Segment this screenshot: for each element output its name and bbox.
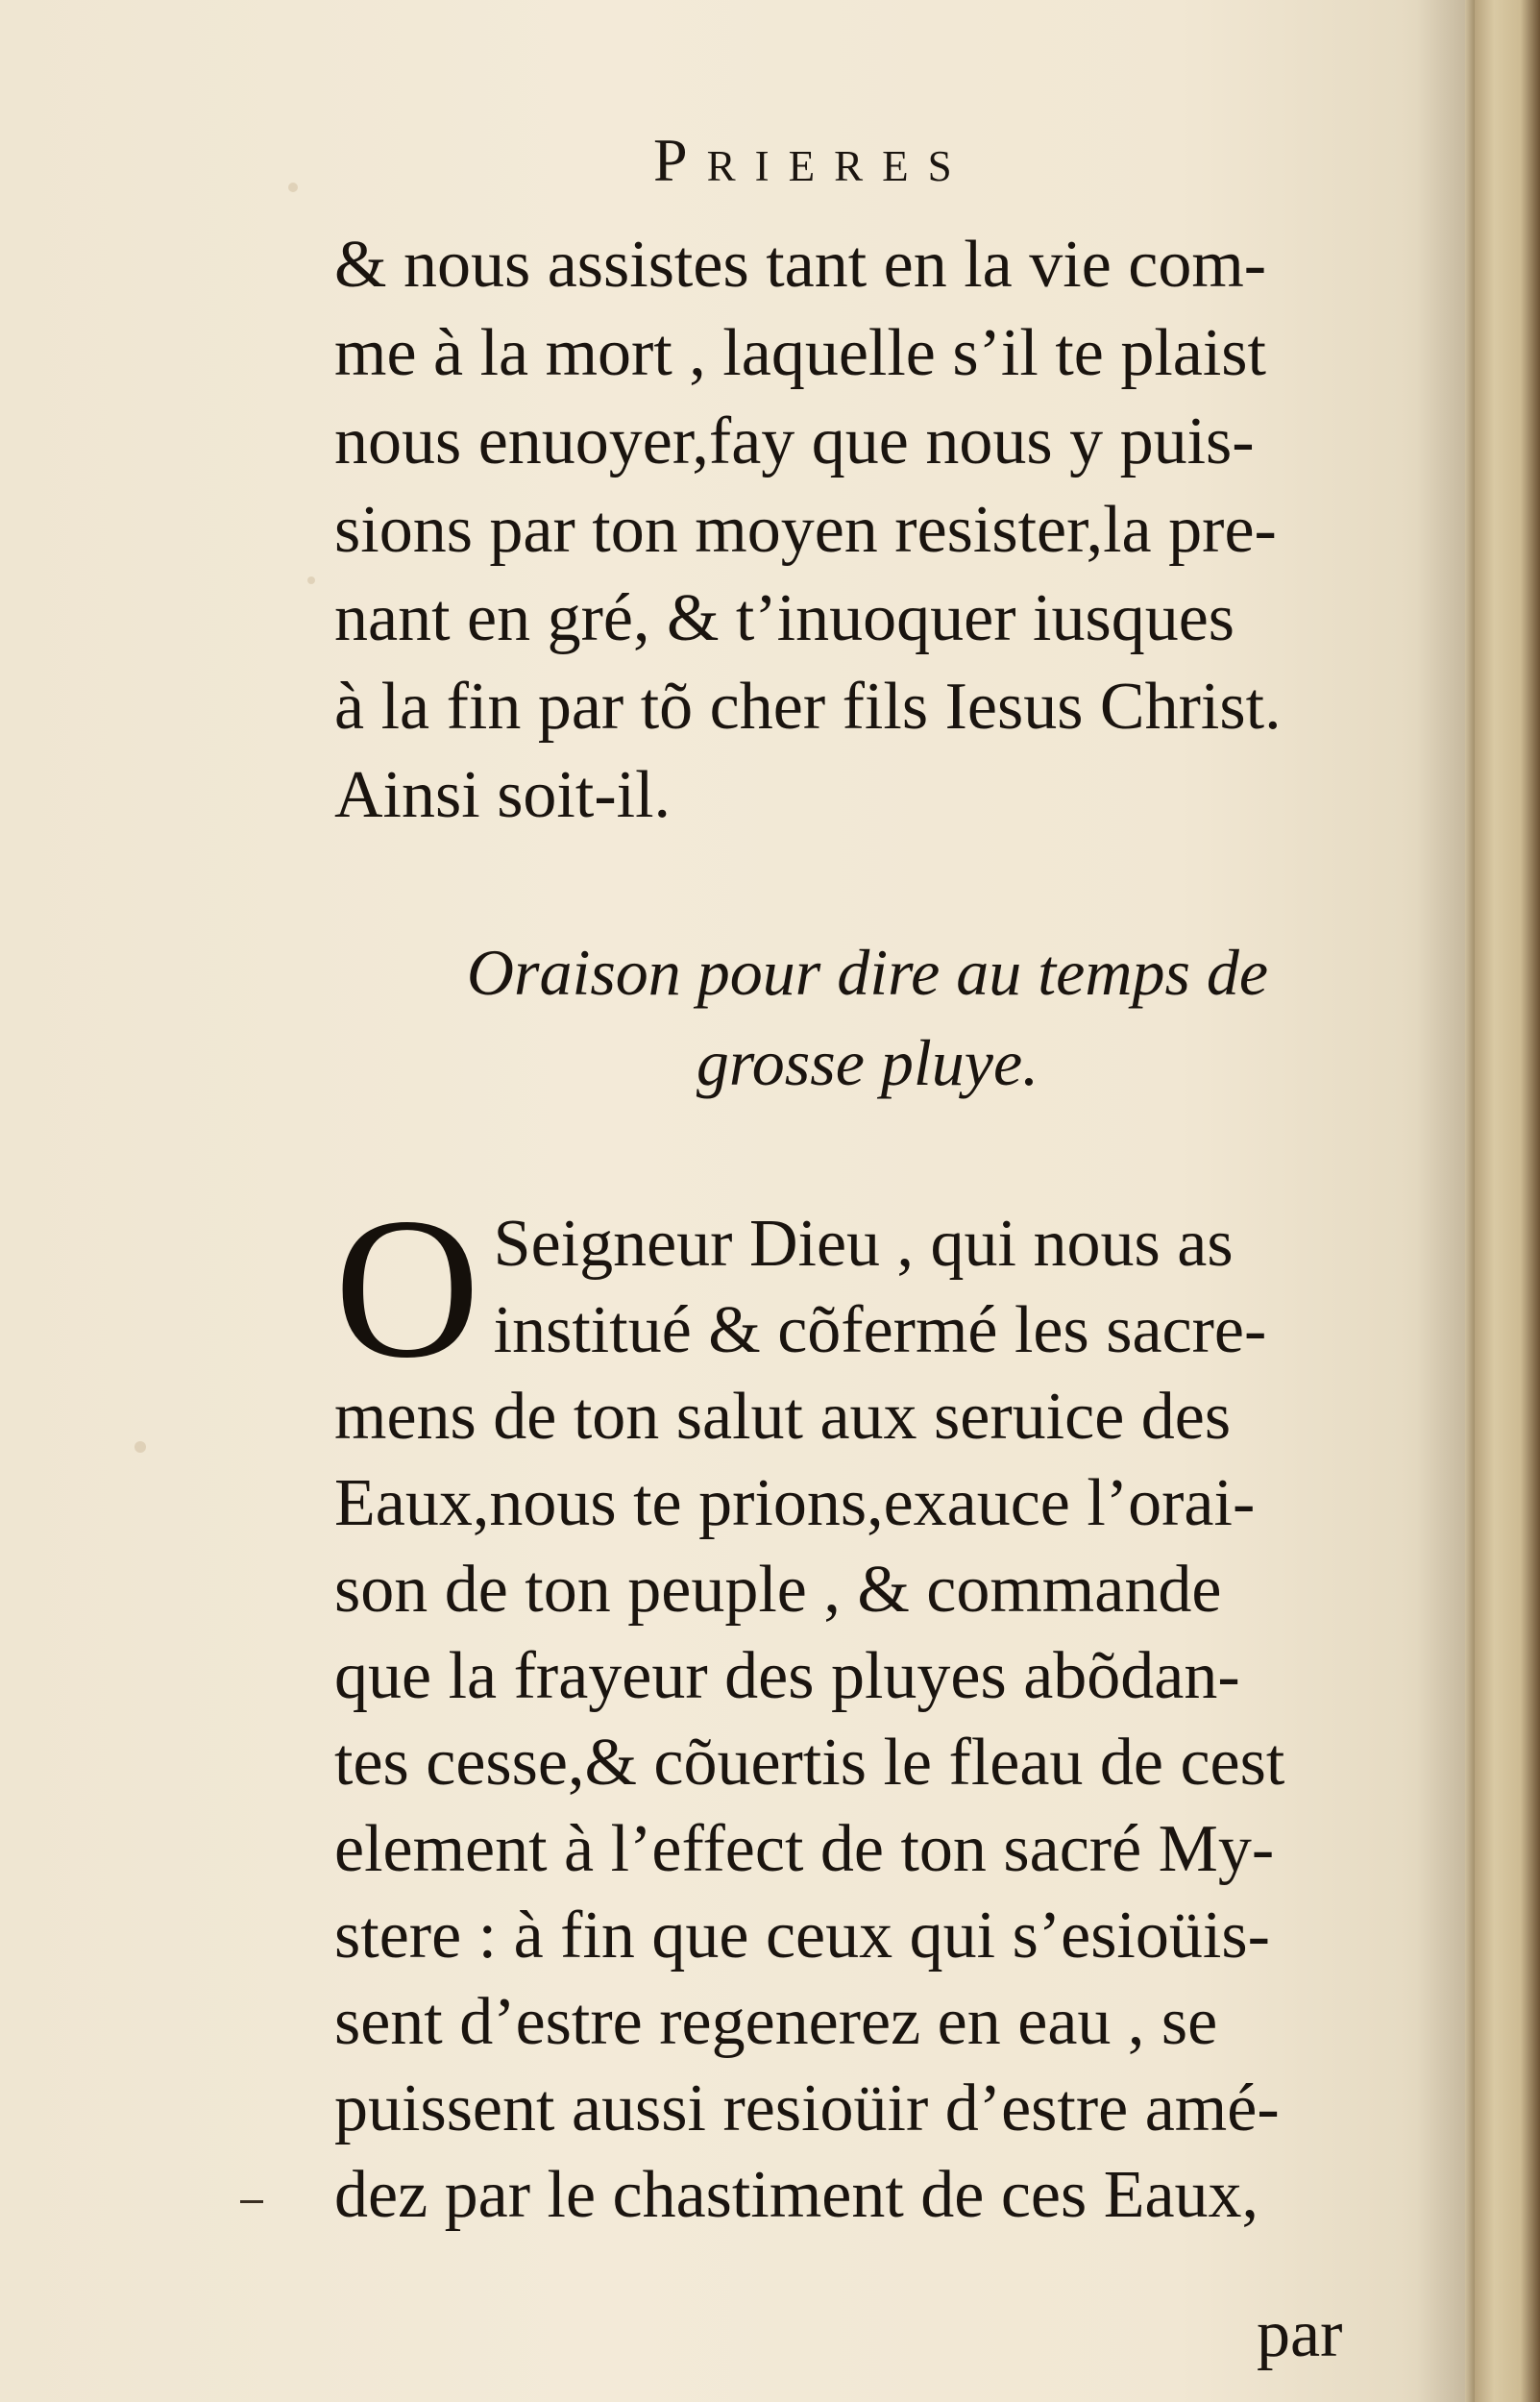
text-line: Ainsi soit-il. — [334, 758, 672, 832]
text-line: Eaux,nous te prions,exauce l’orai- — [334, 1466, 1256, 1540]
text-line: à la fin par tõ cher fils Iesus Christ. — [334, 670, 1282, 744]
paper-foxing-spot — [307, 576, 315, 584]
adjacent-page-edge — [1475, 0, 1540, 2402]
catchword: par — [1257, 2297, 1343, 2371]
heading-line: Oraison pour dire au temps de — [466, 936, 1269, 1009]
text-line: que la frayeur des pluyes abõdan- — [334, 1639, 1240, 1713]
text-line: tes cesse,& cõuertis le fleau de cest — [334, 1726, 1285, 1800]
text-line: son de ton peuple , & commande — [334, 1553, 1222, 1627]
text-line: sions par ton moyen resister,la pre- — [334, 493, 1277, 567]
section-heading — [334, 927, 1401, 1108]
running-head: Prieres — [653, 126, 971, 194]
text-line: institué & cõfermé les sacre- — [493, 1293, 1267, 1367]
paper-foxing-spot — [288, 183, 298, 192]
text-line: mens de ton salut aux seruice des — [334, 1380, 1232, 1454]
text-line: stere : à fin que ceux qui s’esioüis- — [334, 1899, 1270, 1973]
prayer-text — [334, 1177, 1401, 2239]
drop-cap: O — [334, 1177, 480, 1400]
text-line: puissent aussi resioüir d’estre amé- — [334, 2071, 1280, 2145]
text-line: dez par le chastiment de ces Eaux, — [334, 2158, 1259, 2232]
paper-foxing-spot — [134, 1441, 146, 1453]
text-line: element à l’effect de ton sacré My- — [334, 1812, 1275, 1886]
text-line: sent d’estre regenerez en eau , se — [334, 1985, 1218, 2059]
text-line: nant en gré, & t’inuoquer iusques — [334, 581, 1235, 655]
text-line: nous enuoyer,fay que nous y puis- — [334, 404, 1255, 478]
text-line: Seigneur Dieu , qui nous as — [493, 1207, 1234, 1281]
prayer-conclusion — [334, 221, 1401, 840]
text-line: & nous assistes tant en la vie com- — [334, 228, 1267, 302]
margin-mark — [240, 2200, 263, 2203]
heading-line: grosse pluye. — [696, 1026, 1039, 1099]
text-line: me à la mort , laquelle s’il te plaist — [334, 316, 1266, 390]
